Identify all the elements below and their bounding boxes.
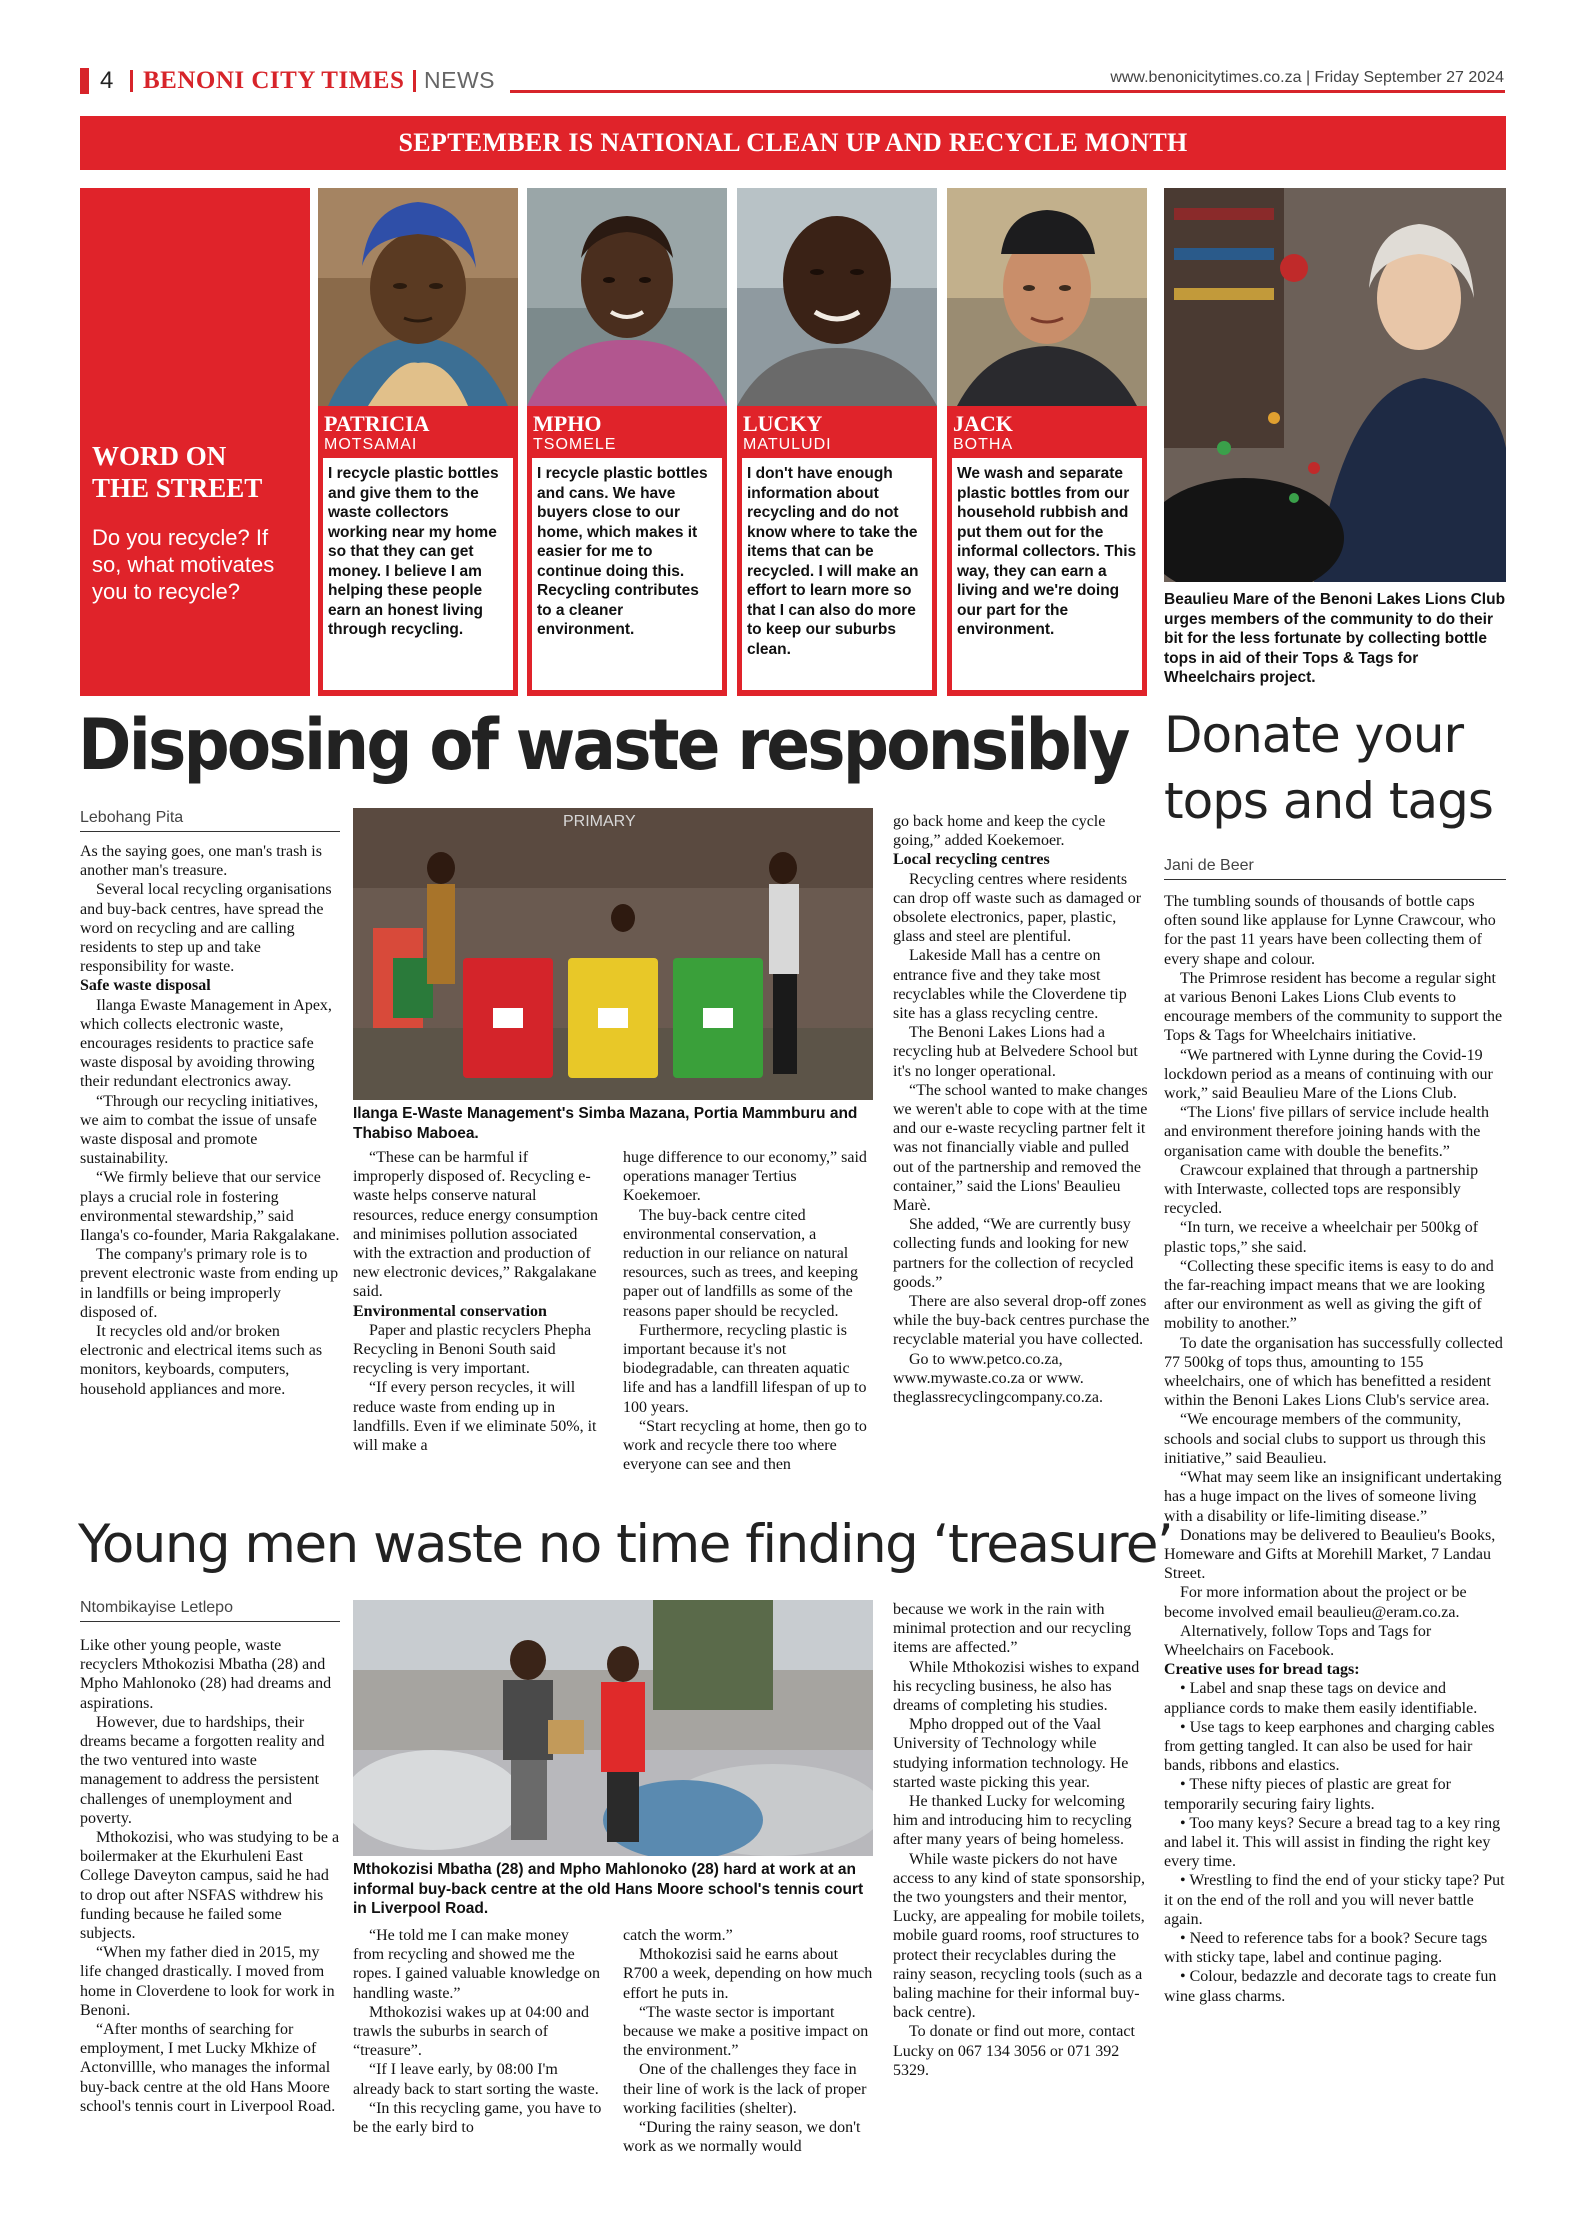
person-quote: I don't have enough information about recycling and do not know where to take the items that can be recycled. I will make an effort to learn more so that I can also do more to keep our suburbs clean.: [742, 458, 932, 690]
paragraph: catch the worm.”: [623, 1927, 733, 1944]
recyclers-illustration: [353, 1600, 873, 1856]
paragraph: The company's primary role is to prevent electronic waste from ending up in landfills or being improperly disposed of.: [80, 1246, 339, 1321]
first-name: MPHO: [533, 411, 602, 436]
title-line: THE STREET: [92, 473, 263, 503]
byline: Jani de Beer: [1164, 856, 1506, 880]
name-panel: [527, 406, 727, 696]
last-name: BOTHA: [953, 436, 1014, 453]
person-quote: I recycle plastic bottles and give them to the waste collectors working near my home so that they can get money. I believe I am helping these people earn an honest living through recycling.: [323, 458, 513, 690]
word-on-street-title: [92, 440, 262, 504]
paragraph: Crawcour explained that through a partnership with Interwaste, collected tops are responsibly recycled.: [1164, 1161, 1479, 1218]
paragraph: The Primrose resident has become a regular sight at various Benoni Lakes Lions Club events to encourage members of the community to support the Tops & Tags for Wheelchairs initiative.: [1164, 969, 1503, 1045]
paragraph: “These can be harmful if improperly disposed of. Recycling e-waste helps conserve natural resources, reduce energy consumption and minimises pollution associated with the extraction and production of new electronic devices,” Rakgalakane said.: [353, 1149, 598, 1301]
paragraph: Lakeside Mall has a centre on entrance five and they take most recyclables while the Cloverdene tip site has a glass recycling centre.: [893, 947, 1127, 1023]
portrait-photo: [737, 188, 937, 406]
paragraph: go back home and keep the cycle going,” added Koekemoer.: [893, 813, 1106, 850]
first-name: LUCKY: [743, 411, 823, 436]
paragraph: • Wrestling to find the end of your sticky tape? Put it on the end of the roll and you will never battle again.: [1164, 1872, 1505, 1928]
page-marker: [80, 68, 89, 94]
photo-sign-text: PRIMARY: [563, 813, 636, 830]
byline: Lebohang Pita: [80, 808, 340, 832]
paragraph: • Use tags to keep earphones and charging cables from getting tangled. It can also be used for hair bands, ribbons and elastics.: [1164, 1718, 1495, 1775]
paragraph: Furthermore, recycling plastic is important because it's not biodegradable, can threaten aquatic life and has a landfill lifespan of up to 100 years.: [623, 1321, 867, 1416]
name-panel: [318, 406, 518, 696]
paragraph: “During the rainy season, we don't work as we normally would: [623, 2119, 861, 2156]
paragraph: To donate or find out more, contact Lucky on 067 134 3056 or 071 392 5329.: [893, 2023, 1135, 2079]
paragraph: It recycles old and/or broken electronic and electrical items such as monitors, keyboards, computers, household appliances and more.: [80, 1323, 323, 1398]
person-card: [527, 188, 727, 696]
last-name: TSOMELE: [533, 436, 617, 453]
paragraph: While Mthokozisi wishes to expand his recycling business, he also has dreams of completing his studies.: [893, 1658, 1140, 1715]
article2-body: [1164, 892, 1506, 2006]
paragraph: Like other young people, waste recyclers Mthokozisi Mbatha (28) and Mpho Mahlonoko (28) had dreams and aspirations.: [80, 1637, 332, 1712]
subheading: Local recycling centres: [893, 851, 1050, 869]
paragraph: Mthokozisi said he earns about R700 a week, depending on how much effort he puts in.: [623, 1946, 873, 2002]
person-card: [737, 188, 937, 696]
headline-donate: Donate your tops and tags: [1164, 706, 1493, 830]
header-rule: [510, 90, 1505, 93]
paragraph: “If I leave early, by 08:00 I'm already back to start sorting the waste.: [353, 2061, 599, 2098]
last-name: MOTSAMAI: [324, 436, 418, 453]
paragraph: “The Lions' five pillars of service include health and environment therefore joining hands with the organisation came with double the benefits.”: [1164, 1104, 1489, 1160]
paragraph: “Collecting these specific items is easy to do and the far-reaching impact means that we are looking after our environment as well as giving the gift of mobility to another.”: [1164, 1257, 1494, 1333]
ewaste-caption: Ilanga E-Waste Management's Simba Mazana, Portia Mammburu and Thabiso Maboea.: [353, 1105, 858, 1142]
paragraph: Mthokozisi wakes up at 04:00 and trawls the suburbs in search of “treasure”.: [353, 2003, 589, 2060]
paragraph: “If every person recycles, it will reduce waste from ending up in landfills. Even if we eliminate 50%, it will make a: [353, 1379, 597, 1455]
person-card: [318, 188, 518, 696]
paragraph: Ilanga Ewaste Management in Apex, which collects electronic waste, encourages residents to practice safe waste disposal by avoiding throwing their redundant electronics away.: [80, 996, 332, 1091]
paragraph: “The waste sector is important because we make a positive impact on the environment.”: [623, 2003, 869, 2060]
paragraph: Paper and plastic recyclers Phepha Recycling in Benoni South said recycling is very important.: [353, 1321, 592, 1378]
first-name: JACK: [953, 411, 1013, 436]
paragraph: However, due to hardships, their dreams became a forgotten reality and the two ventured into waste management to address the persistent challenges of unemployment and poverty.: [80, 1713, 325, 1827]
byline: Ntombikayise Letlepo: [80, 1598, 340, 1622]
last-name: MATULUDI: [743, 436, 832, 453]
headline-young-men: Young men waste no time finding ‘treasure’: [78, 1514, 1173, 1575]
paragraph: • Too many keys? Secure a bread tag to a key ring and label it. This will assist in finding the right key every time.: [1164, 1814, 1501, 1871]
paragraph: While waste pickers do not have access to any kind of state sponsorship, the two youngsters and their mentor, Lucky, are appealing for mobile toilets, mobile guard rooms, roof structures to protect their recyclables during the rainy season, recycling tools (such as a baling machine for their informal buy-back centre).: [893, 1850, 1145, 2022]
newspaper-name: BENONI CITY TIMES: [143, 67, 405, 94]
section-name: NEWS: [424, 67, 495, 93]
header-divider: [130, 70, 133, 92]
ewaste-photo: [353, 808, 873, 1100]
beaulieu-photo: [1164, 188, 1506, 582]
paragraph: “The school wanted to make changes we weren't able to cope with at the time and our e-waste recycling partner felt it was not financially viable and pulled out of the partnership and removed the container,” said the Lions' Beaulieu Marè.: [893, 1081, 1148, 1215]
paragraph: “We firmly believe that our service plays a crucial role in fostering environmental stewardship,” said Ilanga's co-founder, Maria Rakgalakane.: [80, 1169, 340, 1245]
paragraph: “After months of searching for employment, I met Lucky Mkhize of Actonvillle, who manages the informal buy-back centre at the old Hans Moore school's tennis court in Liverpool Road.: [80, 2021, 336, 2115]
paragraph: To date the organisation has successfully collected 77 500kg of tops thus, amounting to 155 wheelchairs, one of which has benefitted a resident within the Benoni Lakes Lions Club's service area.: [1164, 1334, 1503, 1410]
article3-col1: [80, 1636, 340, 2116]
paragraph: The buy-back centre cited environmental conservation, a reduction in our reliance on natural resources, such as trees, and keeping paper out of landfills as some of the reasons paper should be recycled.: [623, 1206, 859, 1320]
paragraph: Mthokozisi, who was studying to be a boilermaker at the Ekurhuleni East College Daveyton campus, said he had to drop out after NSFAS withdrew his funding because he failed some subjects.: [80, 1829, 340, 1943]
beaulieu-caption: Beaulieu Mare of the Benoni Lakes Lions Club urges members of the community to do their bit for the less fortunate by collecting bottle tops in aid of their Tops & Tags for Wheelchairs project.: [1164, 591, 1506, 686]
person-quote: We wash and separate plastic bottles from our household rubbish and put them out for the informal collectors. This way, they can earn a living and we're doing our part for the environment.: [952, 458, 1142, 690]
portrait-illustration: [318, 188, 518, 406]
page-number: 4: [100, 67, 114, 94]
article3-col3: [623, 1926, 873, 2156]
name-panel: [737, 406, 937, 696]
paragraph: Several local recycling organisations and buy-back centres, have spread the word on recycling and are calling residents to step up and take responsibility for waste.: [80, 881, 332, 976]
paragraph: He thanked Lucky for welcoming him and introducing him to recycling after many years of being homeless.: [893, 1793, 1132, 1849]
article3-col2: [353, 1926, 603, 2137]
paragraph: For more information about the project or be become involved email beaulieu@eram.co.za.: [1164, 1584, 1467, 1621]
paragraph: huge difference to our economy,” said operations manager Tertius Koekemoer.: [623, 1149, 867, 1205]
portrait-illustration: [527, 188, 727, 406]
paragraph: “In turn, we receive a wheelchair per 500kg of plastic tops,” she said.: [1164, 1219, 1479, 1256]
paragraph: The Benoni Lakes Lions had a recycling hub at Belvedere School but it's no longer operational.: [893, 1024, 1138, 1080]
paragraph: • Label and snap these tags on device and appliance cords to make them easily identifiable.: [1164, 1680, 1478, 1717]
recyclers-caption: Mthokozisi Mbatha (28) and Mpho Mahlonoko (28) hard at work at an informal buy-back centre at the old Hans Moore school's tennis court in Liverpool Road.: [353, 1861, 864, 1917]
ewaste-bins-illustration: [353, 808, 873, 1100]
paragraph: The tumbling sounds of thousands of bottle caps often sound like applause for Lynne Crawcour, who for the past 11 years have been collecting them of every shape and colour.: [1164, 893, 1496, 968]
paragraph: • These nifty pieces of plastic are great for temporarily securing fairy lights.: [1164, 1776, 1451, 1813]
paragraph: Recycling centres where residents can drop off waste such as damaged or obsolete electronics, paper, plastic, glass and steel are plentiful.: [893, 870, 1142, 946]
article1-col2: [353, 1148, 603, 1455]
paragraph: “We partnered with Lynne during the Covid-19 lockdown period as a means of continuing with our work,” said Beaulieu Mare of the Lions Club.: [1164, 1046, 1493, 1103]
title-line: WORD ON: [92, 441, 227, 471]
headline-disposing: Disposing of waste responsibly: [78, 704, 1128, 786]
recyclers-photo: [353, 1600, 873, 1856]
paragraph: Go to www.petco.co.za, www.mywaste.co.za or www. theglassrecyclingcompany.co.za.: [893, 1350, 1103, 1407]
paragraph: “We encourage members of the community, schools and social clubs to support us through this initiative,” said Beaulieu.: [1164, 1411, 1486, 1467]
paragraph: “He told me I can make money from recycling and showed me the ropes. I gained valuable knowledge on handling waste.”: [353, 1927, 601, 2002]
header-divider: [413, 70, 416, 92]
portrait-illustration: [947, 188, 1147, 406]
paragraph: One of the challenges they face in their line of work is the lack of proper working facilities (shelter).: [623, 2061, 867, 2117]
paragraph: “Start recycling at home, then go to work and recycle there too where everyone can see and then: [623, 1417, 867, 1474]
portrait-photo: [947, 188, 1147, 406]
paragraph: “What may seem like an insignificant undertaking has a huge impact on the lives of someone living with a disability or life-limiting disease.”: [1164, 1469, 1502, 1525]
paragraph: She added, “We are currently busy collecting funds and looking for new partners for the collection of recycled goods.”: [893, 1216, 1134, 1291]
article1-col4: [893, 812, 1151, 1407]
paragraph: “Through our recycling initiatives, we aim to combat the issue of unsafe waste disposal and promote sustainability.: [80, 1092, 319, 1168]
site-and-date: www.benonicitytimes.co.za | Friday September 27 2024: [1110, 69, 1504, 86]
article1-col3: [623, 1148, 873, 1474]
subheading: Safe waste disposal: [80, 977, 211, 995]
paragraph: There are also several drop-off zones while the buy-back centres purchase the recyclable material you have collected.: [893, 1293, 1150, 1349]
paragraph: “When my father died in 2015, my life changed drastically. I moved from home in Cloverdene to look for work in Benoni.: [80, 1944, 335, 2019]
paragraph: As the saying goes, one man's trash is another man's treasure.: [80, 843, 322, 880]
bottle-tops-illustration: [1164, 188, 1506, 582]
paragraph: because we work in the rain with minimal protection and our recycling items are affected.”: [893, 1601, 1132, 1657]
paragraph: Donations may be delivered to Beaulieu's Books, Homeware and Gifts at Morehill Market, 7 Landau Street.: [1164, 1526, 1496, 1583]
paragraph: Mpho dropped out of the Vaal University of Technology while studying information technology. He started waste picking this year.: [893, 1716, 1129, 1791]
portrait-photo: [318, 188, 518, 406]
name-panel: [947, 406, 1147, 696]
paragraph: “In this recycling game, you have to be the early bird to: [353, 2099, 602, 2137]
month-banner: SEPTEMBER IS NATIONAL CLEAN UP AND RECYCLE MONTH: [80, 116, 1506, 170]
word-on-street-panel: [80, 188, 310, 696]
street-question: Do you recycle? If so, what motivates you to recycle?: [92, 525, 275, 604]
article1-col1: [80, 842, 340, 1399]
article3-col4: [893, 1600, 1151, 2080]
paragraph: • Need to reference tabs for a book? Secure tags with sticky tape, label and continue paging.: [1164, 1929, 1488, 1967]
paragraph: Alternatively, follow Tops and Tags for Wheelchairs on Facebook.: [1164, 1622, 1432, 1659]
person-quote: I recycle plastic bottles and cans. We have buyers close to our home, which makes it easier for me to continue doing this. Recycling contributes to a cleaner environment.: [532, 458, 722, 690]
portrait-illustration: [737, 188, 937, 406]
subheading: Creative uses for bread tags:: [1164, 1661, 1360, 1679]
subheading: Environmental conservation: [353, 1302, 547, 1320]
person-card: [947, 188, 1147, 696]
first-name: PATRICIA: [324, 411, 430, 436]
portrait-photo: [527, 188, 727, 406]
paragraph: • Colour, bedazzle and decorate tags to create fun wine glass charms.: [1164, 1968, 1497, 2005]
